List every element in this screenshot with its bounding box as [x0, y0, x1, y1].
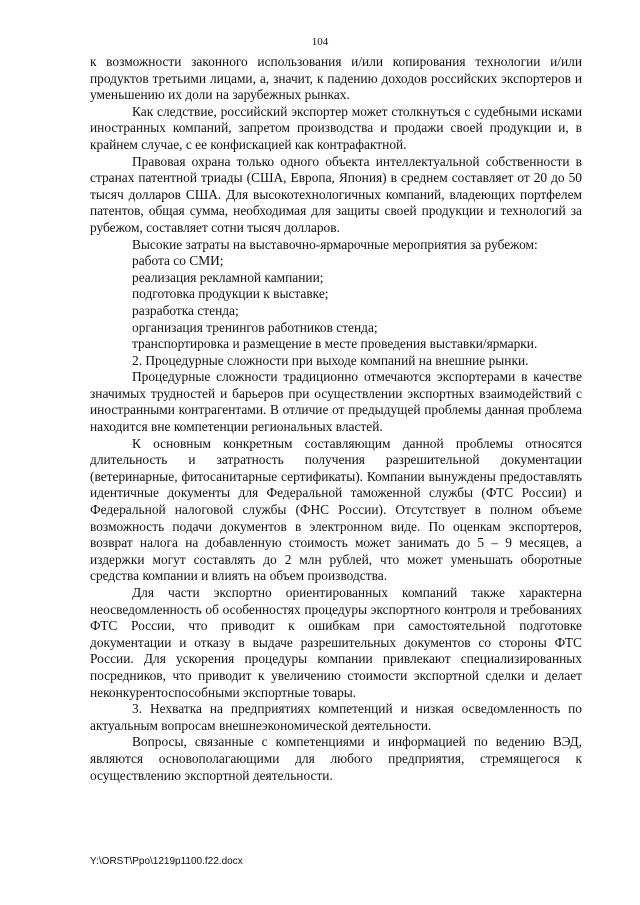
paragraph-consequence: Как следствие, российский экспортер может столкнуться с судебными исками иностранных компаний, запретом производства и продажи своей продукции и, в крайнем случае, с ее конфискацией как контрафактной.	[90, 103, 582, 152]
list-item: разработка стенда;	[132, 302, 239, 318]
document-body	[90, 54, 582, 784]
list-item: реализация рекламной кампании;	[132, 269, 324, 285]
paragraph-main-components: К основным конкретным составляющим данной проблемы относятся длительность и затратность получения разрешительной документации (ветеринарные, фитосанитарные сертификаты). Компании вынуждены предоставлять идентичные документы для Федеральной таможенной службы (ФТС России) и Федеральной налоговой службы (ФНС России). Отсутствует в полном объеме возможность подачи документов в электронном виде. По оценкам экспортеров, возврат налога на добавленную стоимость может занимать до 5 – 9 месяцев, а издержки могут составлять до 2 млн рублей, что может уменьшать оборотные средства компании и влиять на объем производства.	[90, 435, 582, 584]
paragraph-unawareness: Для части экспортно ориентированных компаний также характерна неосведомленность об особенностях процедуры экспортного контроля и требованиях ФТС России, что приводит к ошибкам при самостоятельной подготовке документации и отказу в выдаче разрешительных документов со стороны ФТС России. Для ускорения процедуры компании привлекают специализированных посредников, что приводит к увеличению стоимости экспортной сделки и делает неконкурентоспособными экспортные товары.	[90, 585, 582, 700]
paragraph-competence-issues: Вопросы, связанные с компетенциями и информацией по ведению ВЭД, являются основополагающими для любого предприятия, стремящегося к осуществлению экспортной деятельности.	[90, 734, 582, 783]
list-item: организация тренингов работников стенда;	[132, 319, 378, 335]
footer-file-path: Y:\ORST\Ppo\1219p1100.f22.docx	[90, 856, 243, 867]
section-heading-procedural: 2. Процедурные сложности при выходе компаний на внешние рынки.	[132, 352, 529, 368]
list-item: работа со СМИ;	[132, 253, 224, 269]
paragraph-continuation: к возможности законного использования и/или копирования технологии и/или продуктов третьими лицами, а, значит, к падению доходов российских экспортеров и уменьшению их доли на зарубежных рынках.	[90, 54, 582, 103]
page-number: 104	[311, 36, 329, 48]
paragraph-procedural-difficulties: Процедурные сложности традиционно отмечаются экспортерами в качестве значимых трудностей и барьеров при осуществлении экспортных взаимодействий с иностранными контрагентами. В отличие от предыдущей проблемы данная проблема находится вне компетенции региональных властей.	[90, 369, 582, 435]
paragraph-exhibition-costs: Высокие затраты на выставочно-ярмарочные мероприятия за рубежом:	[132, 236, 538, 252]
section-heading-competence: 3. Нехватка на предприятиях компетенций и низкая осведомленность по актуальным вопросам внешнеэкономической деятельности.	[90, 701, 582, 733]
list-item: подготовка продукции к выставке;	[132, 286, 329, 302]
list-item: транспортировка и размещение в месте проведения выставки/ярмарки.	[132, 336, 538, 352]
paragraph-legal-protection: Правовая охрана только одного объекта интеллектуальной собственности в странах патентной триады (США, Европа, Япония) в среднем составляет от 20 до 50 тысяч долларов США. Для высокотехнологичных компаний, владеющих портфелем патентов, общая сумма, необходимая для защиты своей продукции и технологий за рубежом, составляет сотни тысяч долларов.	[90, 153, 582, 235]
